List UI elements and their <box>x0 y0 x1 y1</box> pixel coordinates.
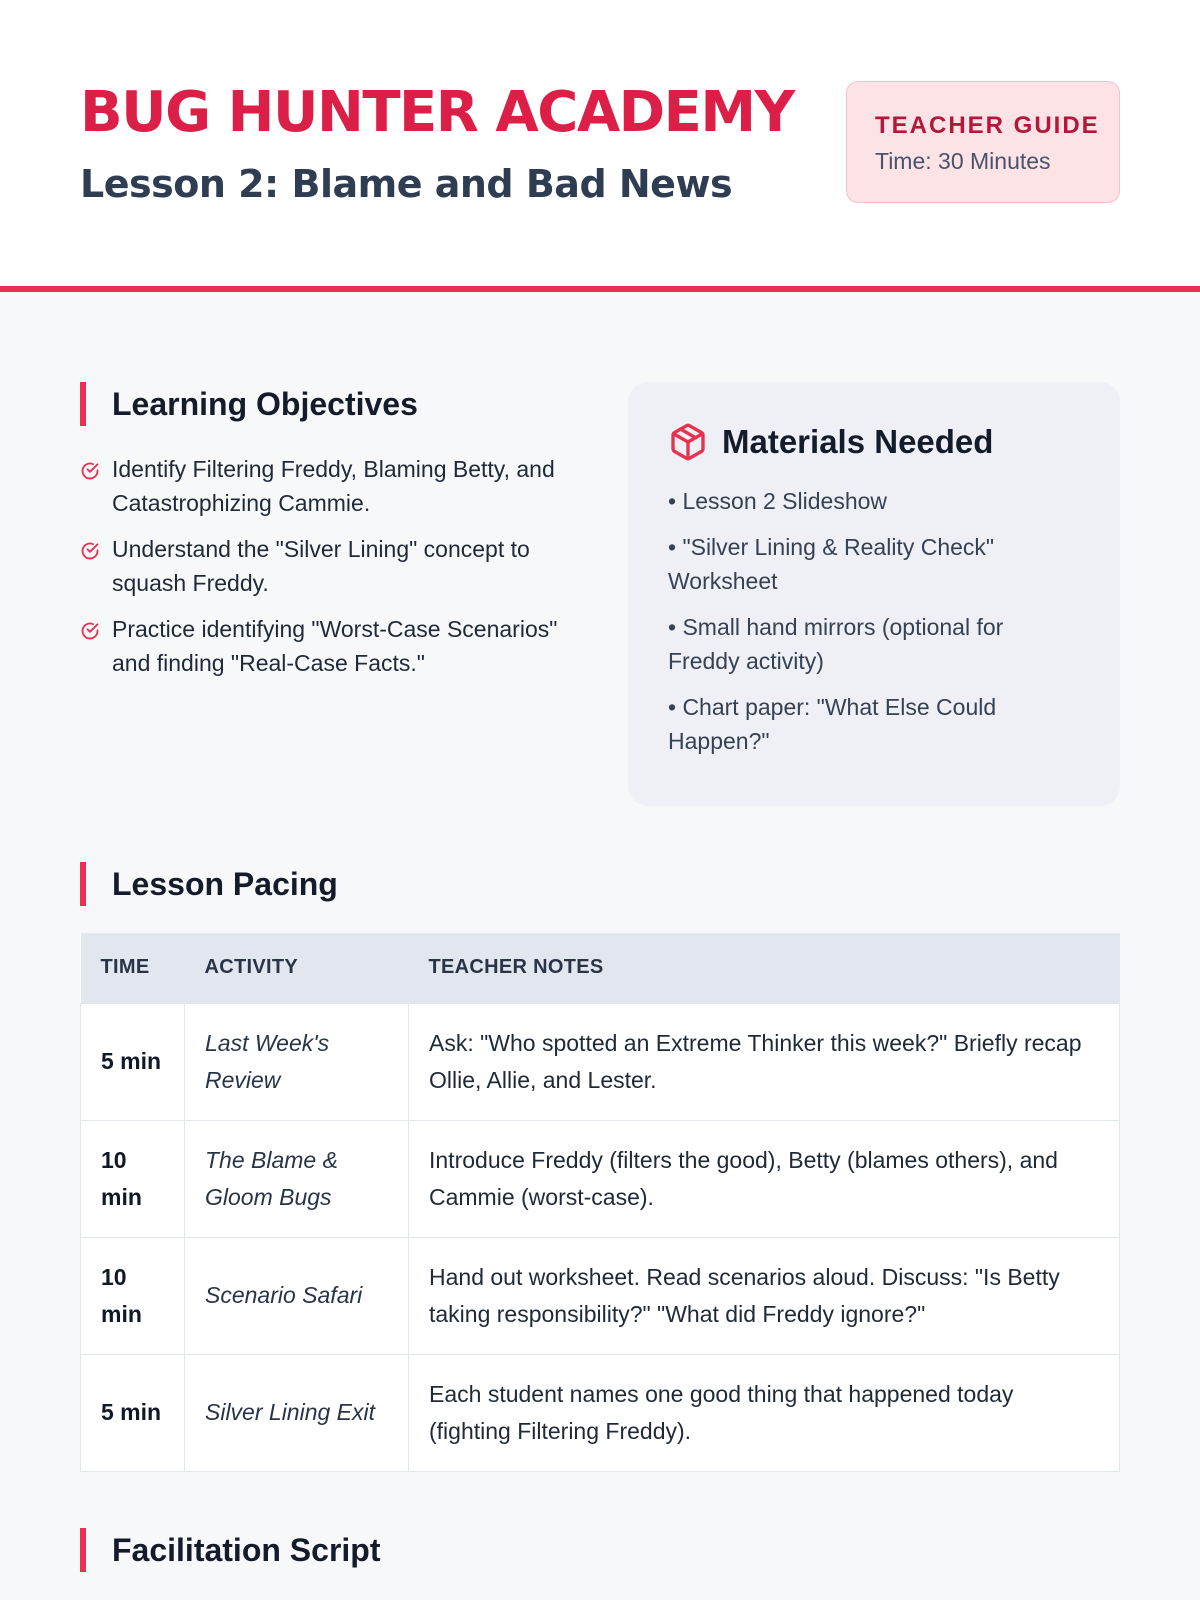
table-header-row <box>81 933 1120 1003</box>
time-cell: 10 min <box>81 1237 185 1354</box>
time-cell: 5 min <box>81 1003 185 1120</box>
materials-heading: Materials Needed <box>722 423 994 460</box>
objective-item <box>80 612 560 680</box>
materials-item: • Small hand mirrors (optional for Freddy activity) <box>668 614 1004 674</box>
objective-item <box>80 452 560 520</box>
materials-card <box>628 382 1120 806</box>
notes-cell: Hand out worksheet. Read scenarios aloud. Discuss: "Is Betty taking responsibility?" "What did Freddy ignore?" <box>409 1237 1120 1354</box>
objective-text: Identify Filtering Freddy, Blaming Betty, and Catastrophizing Cammie. <box>112 456 555 516</box>
notes-cell: Ask: "Who spotted an Extreme Thinker this week?" Briefly recap Ollie, Allie, and Lester. <box>409 1003 1120 1120</box>
package-icon <box>668 422 708 462</box>
materials-item: • Lesson 2 Slideshow <box>668 488 888 514</box>
materials-title <box>668 422 1080 462</box>
column-header-time: TIME <box>81 933 185 1003</box>
objective-text: Practice identifying "Worst-Case Scenarios" and finding "Real-Case Facts." <box>112 616 558 676</box>
activity-cell: Silver Lining Exit <box>185 1354 409 1471</box>
table-row <box>81 1003 1120 1120</box>
objective-item <box>80 532 560 600</box>
badge-label: TEACHER GUIDE <box>875 112 1100 139</box>
column-header-activity: ACTIVITY <box>185 933 409 1003</box>
check-circle-icon <box>80 541 100 561</box>
activity-cell: Last Week's Review <box>185 1003 409 1120</box>
notes-cell: Each student names one good thing that happened today (fighting Filtering Freddy). <box>409 1354 1120 1471</box>
teacher-guide-badge <box>846 81 1120 203</box>
materials-list <box>668 484 1080 758</box>
time-cell: 5 min <box>81 1354 185 1471</box>
page-header <box>0 0 1200 292</box>
pacing-table <box>80 933 1120 1472</box>
lesson-subtitle: Lesson 2: Blame and Bad News <box>80 162 733 206</box>
activity-cell: The Blame & Gloom Bugs <box>185 1120 409 1237</box>
objectives-list <box>80 452 560 692</box>
table-row <box>81 1120 1120 1237</box>
check-circle-icon <box>80 461 100 481</box>
activity-cell: Scenario Safari <box>185 1237 409 1354</box>
notes-cell: Introduce Freddy (filters the good), Betty (blames others), and Cammie (worst-case). <box>409 1120 1120 1237</box>
badge-time: Time: 30 Minutes <box>875 148 1051 174</box>
lesson-pacing-heading: Lesson Pacing <box>80 862 338 906</box>
table-row <box>81 1237 1120 1354</box>
materials-item: • "Silver Lining & Reality Check" Worksheet <box>668 534 995 594</box>
time-cell: 10 min <box>81 1120 185 1237</box>
materials-item: • Chart paper: "What Else Could Happen?" <box>668 694 997 754</box>
table-row <box>81 1354 1120 1471</box>
brand-title: BUG HUNTER ACADEMY <box>80 80 794 145</box>
objective-text: Understand the "Silver Lining" concept to squash Freddy. <box>112 536 530 596</box>
check-circle-icon <box>80 621 100 641</box>
column-header-notes: TEACHER NOTES <box>409 933 1120 1003</box>
learning-objectives-heading: Learning Objectives <box>80 382 418 426</box>
facilitation-script-heading: Facilitation Script <box>80 1528 380 1572</box>
